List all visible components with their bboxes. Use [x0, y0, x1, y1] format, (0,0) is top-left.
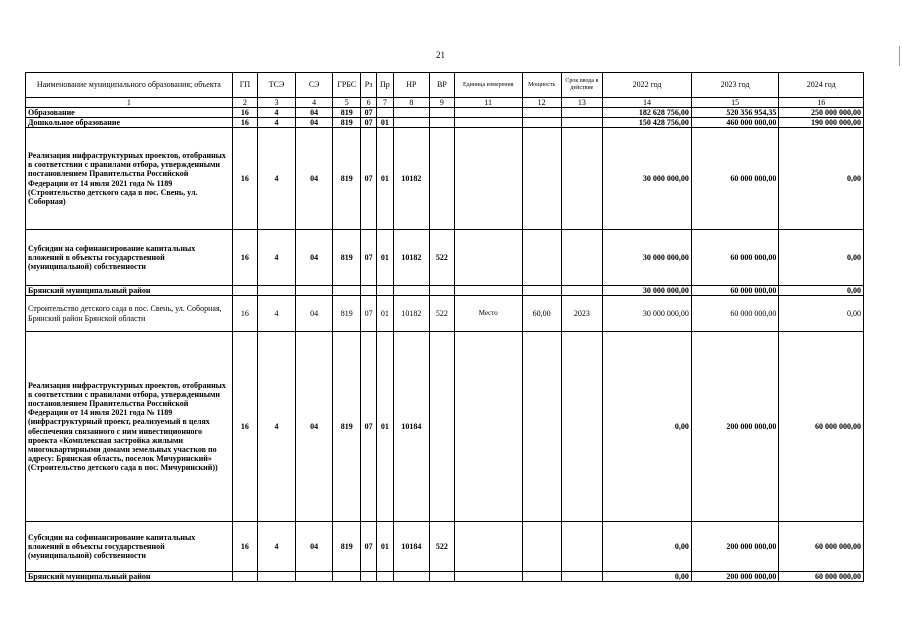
row-name: Субсидии на софинансирование капитальных вложений в объекты государственной (муниципальной) собственности	[26, 230, 233, 286]
cell-se	[295, 572, 333, 582]
cell-2022: 0,00	[603, 572, 692, 582]
table-row	[26, 522, 864, 572]
cell-unit	[454, 332, 522, 522]
cell-nr	[393, 286, 430, 296]
cell-2022: 150 428 756,00	[603, 118, 692, 128]
cell-nr	[393, 108, 430, 118]
col-number: 1	[26, 98, 233, 108]
cell-rz: 07	[360, 332, 376, 522]
page-edge-mark	[899, 46, 900, 66]
cell-power	[522, 108, 561, 118]
cell-grbs: 819	[333, 128, 360, 230]
cell-vr	[430, 118, 454, 128]
cell-unit	[454, 572, 522, 582]
table-row	[26, 230, 864, 286]
cell-2023: 60 000 000,00	[691, 128, 779, 230]
cell-power	[522, 572, 561, 582]
col-header-pr: Пр	[377, 73, 393, 98]
cell-tse: 4	[258, 230, 296, 286]
cell-2024: 0,00	[779, 230, 864, 286]
cell-grbs	[333, 286, 360, 296]
col-header-term: Срок ввода в действие	[561, 73, 603, 98]
cell-unit	[454, 128, 522, 230]
header-row	[26, 73, 864, 98]
cell-2024: 250 000 000,00	[779, 108, 864, 118]
cell-pr: 01	[377, 128, 393, 230]
table-row	[26, 108, 864, 118]
col-header-tse: ТСЭ	[258, 73, 296, 98]
col-number: 7	[377, 98, 393, 108]
cell-term	[561, 332, 603, 522]
cell-vr: 522	[430, 522, 454, 572]
col-number: 9	[430, 98, 454, 108]
cell-tse	[258, 572, 296, 582]
cell-2022: 0,00	[603, 522, 692, 572]
col-number: 14	[603, 98, 692, 108]
cell-2022: 30 000 000,00	[603, 128, 692, 230]
col-header-unit: Единица измерения	[454, 73, 522, 98]
cell-term	[561, 230, 603, 286]
table-row	[26, 572, 864, 582]
col-number: 11	[454, 98, 522, 108]
cell-2022: 30 000 000,00	[603, 230, 692, 286]
column-number-row	[26, 98, 864, 108]
cell-2023: 200 000 000,00	[691, 332, 779, 522]
row-name: Брянский муниципальный район	[26, 286, 233, 296]
cell-tse: 4	[258, 296, 296, 332]
cell-2024: 0,00	[779, 296, 864, 332]
cell-unit	[454, 522, 522, 572]
cell-2023: 60 000 000,00	[691, 230, 779, 286]
cell-grbs: 819	[333, 230, 360, 286]
cell-power	[522, 128, 561, 230]
col-header-nr: НР	[393, 73, 430, 98]
cell-nr	[393, 118, 430, 128]
cell-rz	[360, 286, 376, 296]
cell-gp: 16	[232, 332, 257, 522]
col-number: 2	[232, 98, 257, 108]
table-row	[26, 332, 864, 522]
cell-gp	[232, 286, 257, 296]
cell-pr: 01	[377, 230, 393, 286]
cell-nr: 10184	[393, 522, 430, 572]
cell-2023: 60 000 000,00	[691, 286, 779, 296]
cell-term	[561, 522, 603, 572]
cell-se: 04	[295, 108, 333, 118]
cell-term	[561, 286, 603, 296]
col-header-2023: 2023 год	[691, 73, 779, 98]
cell-2024: 60 000 000,00	[779, 522, 864, 572]
col-number: 16	[779, 98, 864, 108]
cell-rz: 07	[360, 108, 376, 118]
cell-se: 04	[295, 332, 333, 522]
cell-2024: 190 000 000,00	[779, 118, 864, 128]
cell-grbs: 819	[333, 108, 360, 118]
cell-unit	[454, 230, 522, 286]
cell-grbs: 819	[333, 332, 360, 522]
row-name: Строительство детского сада в пос. Свень, ул. Соборная, Брянский район Брянской области	[26, 296, 233, 332]
cell-nr: 10182	[393, 128, 430, 230]
cell-se: 04	[295, 230, 333, 286]
cell-gp: 16	[232, 108, 257, 118]
cell-2023: 460 000 000,00	[691, 118, 779, 128]
cell-vr: 522	[430, 296, 454, 332]
col-header-se: СЭ	[295, 73, 333, 98]
cell-se: 04	[295, 128, 333, 230]
cell-2023: 200 000 000,00	[691, 522, 779, 572]
cell-term	[561, 108, 603, 118]
cell-vr: 522	[430, 230, 454, 286]
cell-gp: 16	[232, 128, 257, 230]
cell-power	[522, 118, 561, 128]
col-number: 12	[522, 98, 561, 108]
cell-pr: 01	[377, 118, 393, 128]
cell-grbs: 819	[333, 118, 360, 128]
table-row	[26, 118, 864, 128]
cell-tse: 4	[258, 108, 296, 118]
cell-2022: 182 628 756,00	[603, 108, 692, 118]
cell-vr	[430, 572, 454, 582]
cell-pr	[377, 286, 393, 296]
cell-grbs: 819	[333, 296, 360, 332]
row-name: Брянский муниципальный район	[26, 572, 233, 582]
cell-power	[522, 230, 561, 286]
cell-2024: 60 000 000,00	[779, 332, 864, 522]
cell-rz: 07	[360, 128, 376, 230]
cell-pr: 01	[377, 332, 393, 522]
col-header-2022: 2022 год	[603, 73, 692, 98]
cell-tse	[258, 286, 296, 296]
cell-tse: 4	[258, 128, 296, 230]
cell-rz: 07	[360, 296, 376, 332]
cell-rz: 07	[360, 230, 376, 286]
col-number: 8	[393, 98, 430, 108]
col-number: 13	[561, 98, 603, 108]
cell-rz	[360, 572, 376, 582]
cell-nr	[393, 572, 430, 582]
cell-tse: 4	[258, 332, 296, 522]
cell-rz: 07	[360, 522, 376, 572]
col-number: 15	[691, 98, 779, 108]
col-number: 3	[258, 98, 296, 108]
cell-pr: 01	[377, 522, 393, 572]
cell-gp: 16	[232, 522, 257, 572]
cell-unit	[454, 286, 522, 296]
cell-unit: Место	[454, 296, 522, 332]
col-number: 4	[295, 98, 333, 108]
cell-term	[561, 128, 603, 230]
table-row	[26, 296, 864, 332]
col-header-power: Мощность	[522, 73, 561, 98]
cell-se	[295, 286, 333, 296]
cell-nr: 10184	[393, 332, 430, 522]
cell-grbs	[333, 572, 360, 582]
cell-se: 04	[295, 118, 333, 128]
col-header-vr: ВР	[430, 73, 454, 98]
cell-pr	[377, 108, 393, 118]
cell-2023: 200 000 000,00	[691, 572, 779, 582]
cell-vr	[430, 332, 454, 522]
budget-table	[25, 72, 864, 582]
cell-gp: 16	[232, 230, 257, 286]
row-name: Реализация инфраструктурных проектов, отобранных в соответствии с правилами отбора, утвержденными постановлением Правительства Российской Федерации от 14 июля 2021 года № 1189 (Строительство детского сада в пос. Свень, ул. Соборная)	[26, 128, 233, 230]
cell-tse: 4	[258, 522, 296, 572]
col-header-gp: ГП	[232, 73, 257, 98]
col-header-name: Наименование муниципального образования; объекта	[26, 73, 233, 98]
row-name: Образование	[26, 108, 233, 118]
cell-2022: 30 000 000,00	[603, 286, 692, 296]
cell-power	[522, 332, 561, 522]
cell-term	[561, 118, 603, 128]
table-row	[26, 128, 864, 230]
cell-vr	[430, 286, 454, 296]
cell-gp: 16	[232, 118, 257, 128]
cell-2023: 520 356 954,35	[691, 108, 779, 118]
row-name: Субсидии на софинансирование капитальных вложений в объекты государственной (муниципальной) собственности	[26, 522, 233, 572]
col-header-rz: Рз	[360, 73, 376, 98]
cell-2023: 60 000 000,00	[691, 296, 779, 332]
row-name: Реализация инфраструктурных проектов, отобранных в соответствии с правилами отбора, утвержденными постановлением Правительства Российской Федерации от 14 июля 2021 года № 1189 (инфраструктурный проект, реализуемый в целях обеспечения связанного с ним инвестиционного проекта «Комплексная застройка жилыми многоквартирными домами земельных участков по адресу: Брянская область, поселок Мичуринский» (Строительство детского сада в пос. Мичуринский))	[26, 332, 233, 522]
cell-power	[522, 522, 561, 572]
col-number: 5	[333, 98, 360, 108]
cell-power: 60,00	[522, 296, 561, 332]
cell-term: 2023	[561, 296, 603, 332]
cell-nr: 10182	[393, 230, 430, 286]
cell-2022: 0,00	[603, 332, 692, 522]
cell-unit	[454, 108, 522, 118]
cell-tse: 4	[258, 118, 296, 128]
cell-pr	[377, 572, 393, 582]
row-name: Дошкольное образование	[26, 118, 233, 128]
cell-se: 04	[295, 296, 333, 332]
cell-unit	[454, 118, 522, 128]
col-number: 6	[360, 98, 376, 108]
cell-power	[522, 286, 561, 296]
cell-vr	[430, 108, 454, 118]
table-row	[26, 286, 864, 296]
cell-se: 04	[295, 522, 333, 572]
cell-grbs: 819	[333, 522, 360, 572]
cell-2022: 30 000 000,00	[603, 296, 692, 332]
cell-vr	[430, 128, 454, 230]
cell-nr: 10182	[393, 296, 430, 332]
page-number: 21	[436, 50, 445, 60]
cell-2024: 0,00	[779, 286, 864, 296]
cell-2024: 60 000 000,00	[779, 572, 864, 582]
cell-term	[561, 572, 603, 582]
cell-gp: 16	[232, 296, 257, 332]
cell-pr: 01	[377, 296, 393, 332]
col-header-2024: 2024 год	[779, 73, 864, 98]
cell-2024: 0,00	[779, 128, 864, 230]
col-header-grbs: ГРБС	[333, 73, 360, 98]
cell-gp	[232, 572, 257, 582]
cell-rz: 07	[360, 118, 376, 128]
